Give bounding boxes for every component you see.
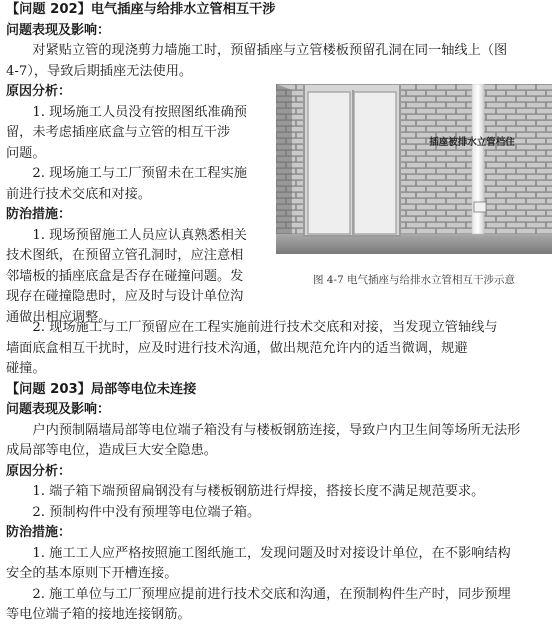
problem-203-measure-line: 2. 施工单位与工厂预埋应提前进行技术交底和沟通，在预制构件生产时，同步预埋 <box>32 586 511 602</box>
problem-202-symptom-line: 对紧贴立管的现浇剪力墙施工时，预留插座与立管楼板预留孔洞在同一轴线上（图 <box>32 43 508 58</box>
document-page <box>6 0 546 626</box>
problem-202-heading: 【问题 202】电气插座与给排水立管相互干涉 <box>6 2 276 17</box>
problem-202-left-column <box>6 82 272 328</box>
problem-202-measure-line: 技术图纸，在预留立管孔洞时，应注意相 <box>6 248 244 263</box>
problem-203-measure-line: 等电位端子箱的接地连接钢筋。 <box>6 607 191 622</box>
problem-202-measure-line: 现存在碰撞隐患时，应及时与设计单位沟 <box>6 289 244 304</box>
figure-illustration <box>276 84 552 254</box>
problem-202-measure-line: 墙面底盒相互干扰时，应及时进行技术沟通，做出规范允许内的适当微调，规避 <box>6 340 468 356</box>
problem-202-measure-line: 邻墙板的插座底盒是否存在碰撞问题。发 <box>6 268 244 284</box>
problem-202-cause-line: 前进行技术交底和对接。 <box>6 186 152 202</box>
problem-203-heading: 【问题 203】局部等电位未连接 <box>6 381 197 397</box>
door-mullion <box>352 90 354 236</box>
problem-203-measure-line: 1. 施工工人应严格按照施工图纸施工，发现问题及时对接设计单位，在不影响结构 <box>32 545 511 561</box>
problem-203-cause-line: 1. 端子箱下端预留扁钢没有与楼板钢筋进行焊接，搭接长度不满足规范要求。 <box>32 484 485 499</box>
problem-203-measure-title: 防治措施： <box>6 525 72 540</box>
door-panel-left <box>308 92 350 234</box>
figure-caption: 图 4-7 电气插座与给排水立管相互干涉示意 <box>312 273 516 286</box>
problem-203-cause-title: 原因分析： <box>6 463 72 479</box>
problem-203-cause-line: 2. 预制构件中没有预埋等电位端子箱。 <box>32 504 261 520</box>
problem-203-symptom-line: 成局部等电位，造成巨大安全隐患。 <box>6 443 217 458</box>
problem-202-cause-title: 原因分析： <box>6 84 72 99</box>
problem-202-wrap-section <box>6 82 546 325</box>
problem-202-measure-line: 通做出相应调整。 <box>6 309 112 325</box>
problem-202-cause-line: 1. 现场施工人员没有按照图纸准确预 <box>32 104 247 120</box>
problem-202-measure-line: 碰撞。 <box>6 361 46 376</box>
problem-202-measure-title: 防治措施： <box>6 207 72 222</box>
left-wall-shadow <box>276 84 292 254</box>
problem-202-measure-line: 1. 现场预留施工人员应认真熟悉相关 <box>32 227 247 243</box>
problem-203-measure-line: 安全的基本原则下开槽连接。 <box>6 566 178 581</box>
problem-203-symptom-line: 户内预制隔墙局部等电位端子箱没有与楼板钢筋连接，导致户内卫生间等场所无法形 <box>32 422 521 438</box>
problem-202-measure-line: 2. 现场施工与工厂预留应在工程实施前进行技术交底和对接，当发现立管轴线与 <box>32 320 498 335</box>
problem-202-symptom-title: 问题表现及影响： <box>6 22 111 38</box>
problem-202-cause-line: 问题。 <box>6 145 46 161</box>
problem-202-symptom-line: 4-7），导致后期插座无法使用。 <box>6 63 193 79</box>
socket-box <box>474 202 486 212</box>
door-panel-right <box>354 92 396 234</box>
figure-4-7 <box>276 84 552 290</box>
figure-annotation: 插座被排水立管档住 <box>429 137 515 148</box>
problem-203-symptom-title: 问题表现及影响： <box>6 402 111 417</box>
problem-202-cause-line: 2. 现场施工与工厂预留未在工程实施 <box>32 166 247 181</box>
problem-202-cause-line: 留，未考虑插座底盒与立管的相互干涉 <box>6 125 231 140</box>
